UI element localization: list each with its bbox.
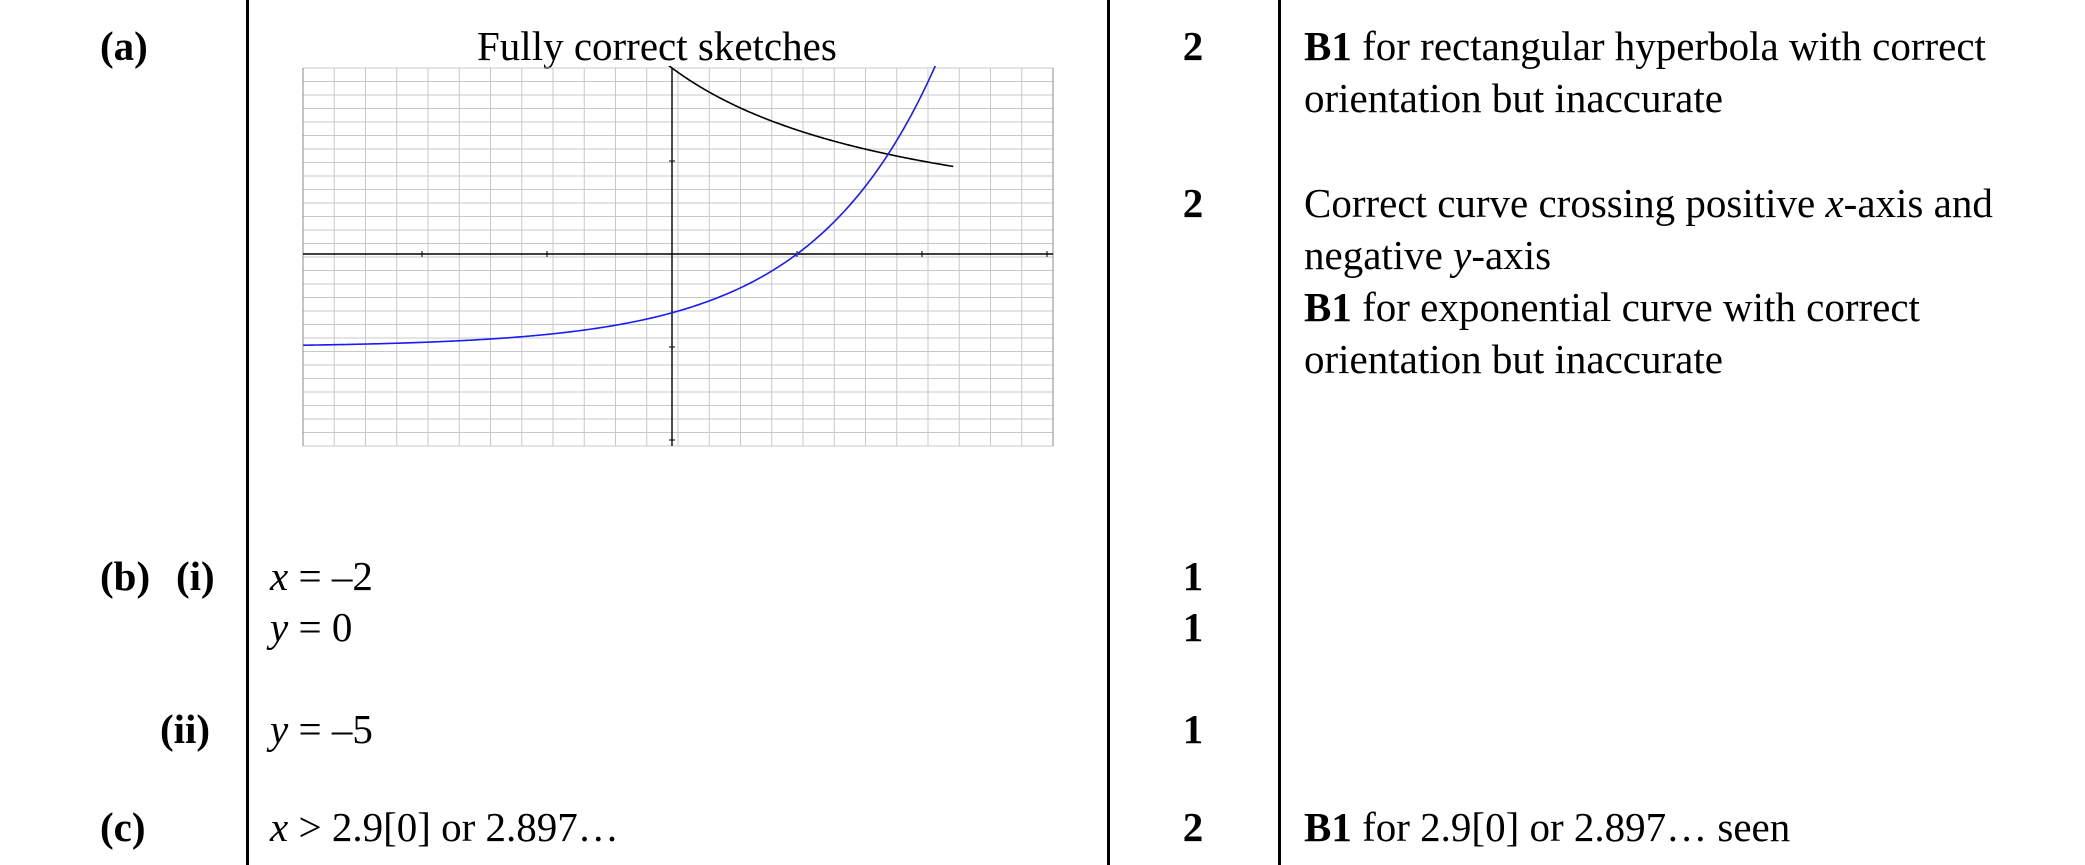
guidance-a2-text-pre: Correct curve crossing positive [1304, 180, 1826, 226]
var-x: x [270, 553, 289, 599]
guidance-a2-line2-post: -axis [1471, 232, 1552, 278]
answer-c [270, 801, 619, 853]
guidance-a2-line4: orientation but inaccurate [1304, 336, 1723, 382]
answer-b-i-line1-value: = –2 [288, 553, 373, 599]
question-label-b-i: (i) [176, 553, 215, 599]
guidance-a2-line2-pre: negative [1304, 232, 1454, 278]
var-y: y [270, 706, 289, 752]
answer-c-value: > 2.9[0] or 2.897… [288, 804, 619, 850]
function-sketch [300, 66, 1057, 448]
guidance-a1-line2: orientation but inaccurate [1304, 75, 1723, 121]
column-divider-1 [246, 0, 249, 865]
guidance-a2-line2 [1304, 229, 1551, 281]
sketch-grid [303, 68, 1053, 446]
guidance-a1-text: for rectangular hyperbola with correct [1351, 23, 1986, 69]
column-divider-2 [1107, 0, 1110, 865]
var-y: y [1453, 232, 1472, 278]
var-x: x [270, 804, 289, 850]
b1-code: B1 [1304, 23, 1352, 69]
mark-b-i-1: 1 [1182, 553, 1204, 599]
guidance-a2-line3 [1304, 281, 1920, 333]
answer-a-text: Fully correct sketches [477, 23, 837, 69]
column-divider-3 [1278, 0, 1281, 865]
mark-b-i-2: 1 [1182, 604, 1204, 650]
exponential-curve [303, 66, 950, 345]
mark-a1: 2 [1182, 23, 1204, 69]
answer-b-i-line2-value: = 0 [288, 604, 353, 650]
b1-code: B1 [1304, 284, 1352, 330]
answer-b-i-line1 [270, 550, 373, 602]
answer-b-ii-value: = –5 [288, 706, 373, 752]
guidance-a2-text-post: -axis and [1843, 180, 1993, 226]
question-label-b: (b) [100, 553, 151, 599]
b1-code: B1 [1304, 804, 1352, 850]
var-y: y [270, 604, 289, 650]
guidance-c [1304, 801, 1790, 853]
question-label-b-ii: (ii) [160, 706, 211, 752]
question-label-c: (c) [100, 804, 146, 850]
guidance-c-text: for 2.9[0] or 2.897… seen [1351, 804, 1791, 850]
question-label-a: (a) [100, 23, 148, 69]
answer-b-ii [270, 703, 373, 755]
guidance-a1-line1 [1304, 20, 1986, 72]
guidance-a2-line3-text: for exponential curve with correct [1351, 284, 1920, 330]
mark-a2: 2 [1182, 180, 1204, 226]
mark-c: 2 [1182, 804, 1204, 850]
answer-b-i-line2 [270, 601, 352, 653]
var-x: x [1825, 180, 1844, 226]
guidance-a2-line1 [1304, 177, 1993, 229]
mark-b-ii: 1 [1182, 706, 1204, 752]
